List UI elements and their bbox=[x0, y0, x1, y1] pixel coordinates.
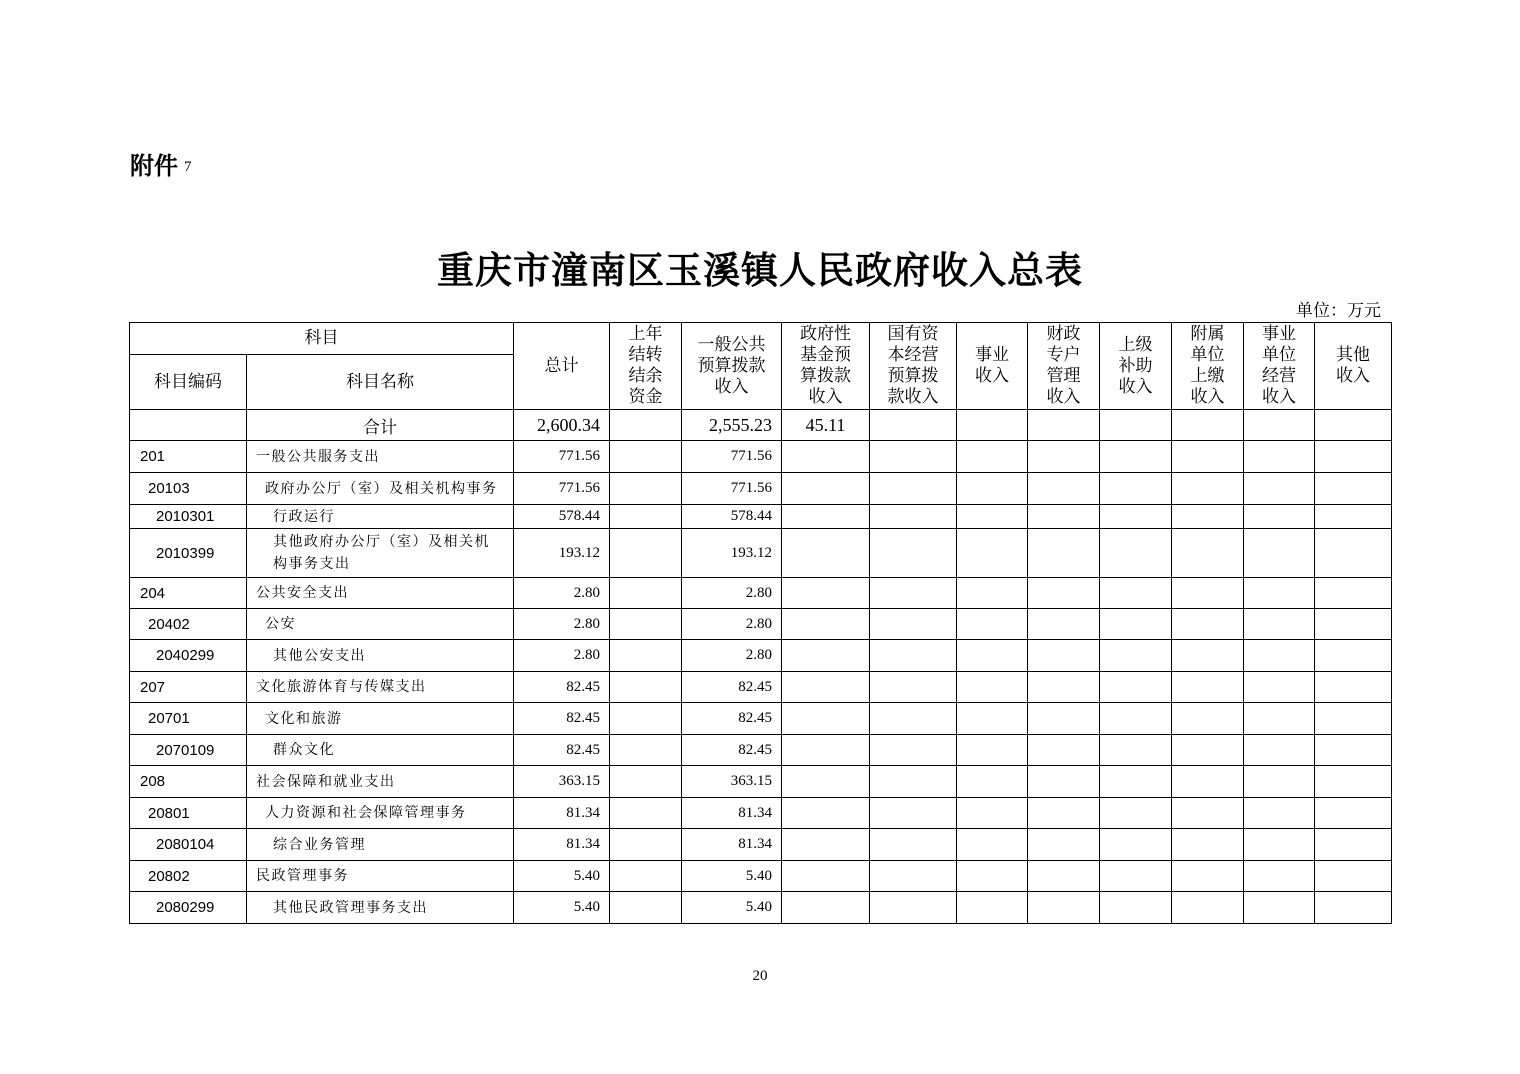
total-label: 合计 bbox=[247, 410, 514, 441]
total-row bbox=[130, 410, 1392, 441]
row-total: 82.45 bbox=[514, 672, 610, 703]
row-code: 2080104 bbox=[130, 829, 247, 861]
header-operating: 事业 单位 经营 收入 bbox=[1244, 323, 1315, 410]
row-name: 公安 bbox=[247, 609, 514, 640]
header-superior-subsidy: 上级 补助 收入 bbox=[1100, 323, 1172, 410]
row-code: 208 bbox=[130, 766, 247, 798]
row-total: 363.15 bbox=[514, 766, 610, 798]
row-general: 82.45 bbox=[682, 735, 782, 766]
total-value: 2,600.34 bbox=[514, 410, 610, 441]
row-general: 2.80 bbox=[682, 578, 782, 609]
header-carryover: 上年 结转 结余 资金 bbox=[610, 323, 682, 410]
header-affiliated: 附属 单位 上缴 收入 bbox=[1172, 323, 1244, 410]
table-row bbox=[130, 578, 1392, 609]
table-row bbox=[130, 829, 1392, 861]
row-name: 文化旅游体育与传媒支出 bbox=[247, 672, 514, 703]
header-gov-fund: 政府性 基金预 算拨款 收入 bbox=[782, 323, 870, 410]
row-general: 2.80 bbox=[682, 640, 782, 672]
row-total: 2.80 bbox=[514, 640, 610, 672]
table-row bbox=[130, 861, 1392, 892]
row-name: 其他民政管理事务支出 bbox=[247, 892, 514, 924]
table-row bbox=[130, 441, 1392, 473]
row-total: 82.45 bbox=[514, 703, 610, 735]
row-name: 一般公共服务支出 bbox=[247, 441, 514, 473]
row-general: 771.56 bbox=[682, 441, 782, 473]
row-general: 82.45 bbox=[682, 703, 782, 735]
cell-empty bbox=[130, 410, 247, 441]
table-row bbox=[130, 529, 1392, 578]
table-row bbox=[130, 735, 1392, 766]
row-code: 20701 bbox=[130, 703, 247, 735]
row-name: 其他政府办公厅（室）及相关机构事务支出 bbox=[247, 529, 514, 578]
row-total: 771.56 bbox=[514, 473, 610, 505]
page-title: 重庆市潼南区玉溪镇人民政府收入总表 bbox=[437, 248, 1083, 292]
row-general: 2.80 bbox=[682, 609, 782, 640]
revenue-table bbox=[129, 322, 1392, 924]
header-total: 总计 bbox=[514, 323, 610, 410]
table-row bbox=[130, 798, 1392, 829]
row-general: 5.40 bbox=[682, 892, 782, 924]
row-total: 2.80 bbox=[514, 609, 610, 640]
table-row bbox=[130, 672, 1392, 703]
row-code: 2070109 bbox=[130, 735, 247, 766]
table-row bbox=[130, 703, 1392, 735]
table-row bbox=[130, 766, 1392, 798]
row-name: 其他公安支出 bbox=[247, 640, 514, 672]
row-total: 193.12 bbox=[514, 529, 610, 578]
row-total: 81.34 bbox=[514, 798, 610, 829]
row-total: 5.40 bbox=[514, 861, 610, 892]
header-general-budget: 一般公共 预算拨款 收入 bbox=[682, 323, 782, 410]
row-code: 20103 bbox=[130, 473, 247, 505]
row-code: 201 bbox=[130, 441, 247, 473]
row-name: 行政运行 bbox=[247, 505, 514, 529]
row-code: 204 bbox=[130, 578, 247, 609]
row-general: 578.44 bbox=[682, 505, 782, 529]
row-name: 民政管理事务 bbox=[247, 861, 514, 892]
table-row bbox=[130, 609, 1392, 640]
header-other: 其他 收入 bbox=[1315, 323, 1392, 410]
row-name: 综合业务管理 bbox=[247, 829, 514, 861]
row-general: 363.15 bbox=[682, 766, 782, 798]
table-row bbox=[130, 505, 1392, 529]
row-general: 193.12 bbox=[682, 529, 782, 578]
header-code: 科目编码 bbox=[130, 355, 247, 410]
row-code: 207 bbox=[130, 672, 247, 703]
row-total: 771.56 bbox=[514, 441, 610, 473]
row-general: 771.56 bbox=[682, 473, 782, 505]
header-state-capital: 国有资 本经营 预算拨 款收入 bbox=[870, 323, 957, 410]
row-code: 20402 bbox=[130, 609, 247, 640]
row-general: 81.34 bbox=[682, 798, 782, 829]
row-total: 81.34 bbox=[514, 829, 610, 861]
row-code: 2010301 bbox=[130, 505, 247, 529]
unit-label: 单位：万元 bbox=[1296, 301, 1381, 321]
row-name: 政府办公厅（室）及相关机构事务 bbox=[247, 473, 514, 505]
page-number: 20 bbox=[752, 968, 768, 984]
row-code: 2040299 bbox=[130, 640, 247, 672]
row-total: 2.80 bbox=[514, 578, 610, 609]
row-general: 5.40 bbox=[682, 861, 782, 892]
header-subject: 科目 bbox=[130, 323, 514, 355]
header-business: 事业 收入 bbox=[957, 323, 1028, 410]
row-general: 82.45 bbox=[682, 672, 782, 703]
row-code: 2010399 bbox=[130, 529, 247, 578]
row-name: 群众文化 bbox=[247, 735, 514, 766]
table-row bbox=[130, 640, 1392, 672]
row-total: 578.44 bbox=[514, 505, 610, 529]
row-total: 5.40 bbox=[514, 892, 610, 924]
row-code: 20802 bbox=[130, 861, 247, 892]
row-code: 2080299 bbox=[130, 892, 247, 924]
row-name: 人力资源和社会保障管理事务 bbox=[247, 798, 514, 829]
header-name: 科目名称 bbox=[247, 355, 514, 410]
row-name: 公共安全支出 bbox=[247, 578, 514, 609]
row-general: 81.34 bbox=[682, 829, 782, 861]
table-row bbox=[130, 473, 1392, 505]
cell-empty bbox=[610, 410, 682, 441]
row-name: 社会保障和就业支出 bbox=[247, 766, 514, 798]
total-gov-fund: 45.11 bbox=[782, 410, 870, 441]
table-row bbox=[130, 892, 1392, 924]
header-special-account: 财政 专户 管理 收入 bbox=[1028, 323, 1100, 410]
row-name: 文化和旅游 bbox=[247, 703, 514, 735]
row-total: 82.45 bbox=[514, 735, 610, 766]
attachment-label: 附件 7 bbox=[130, 152, 192, 180]
total-general-budget: 2,555.23 bbox=[682, 410, 782, 441]
row-code: 20801 bbox=[130, 798, 247, 829]
